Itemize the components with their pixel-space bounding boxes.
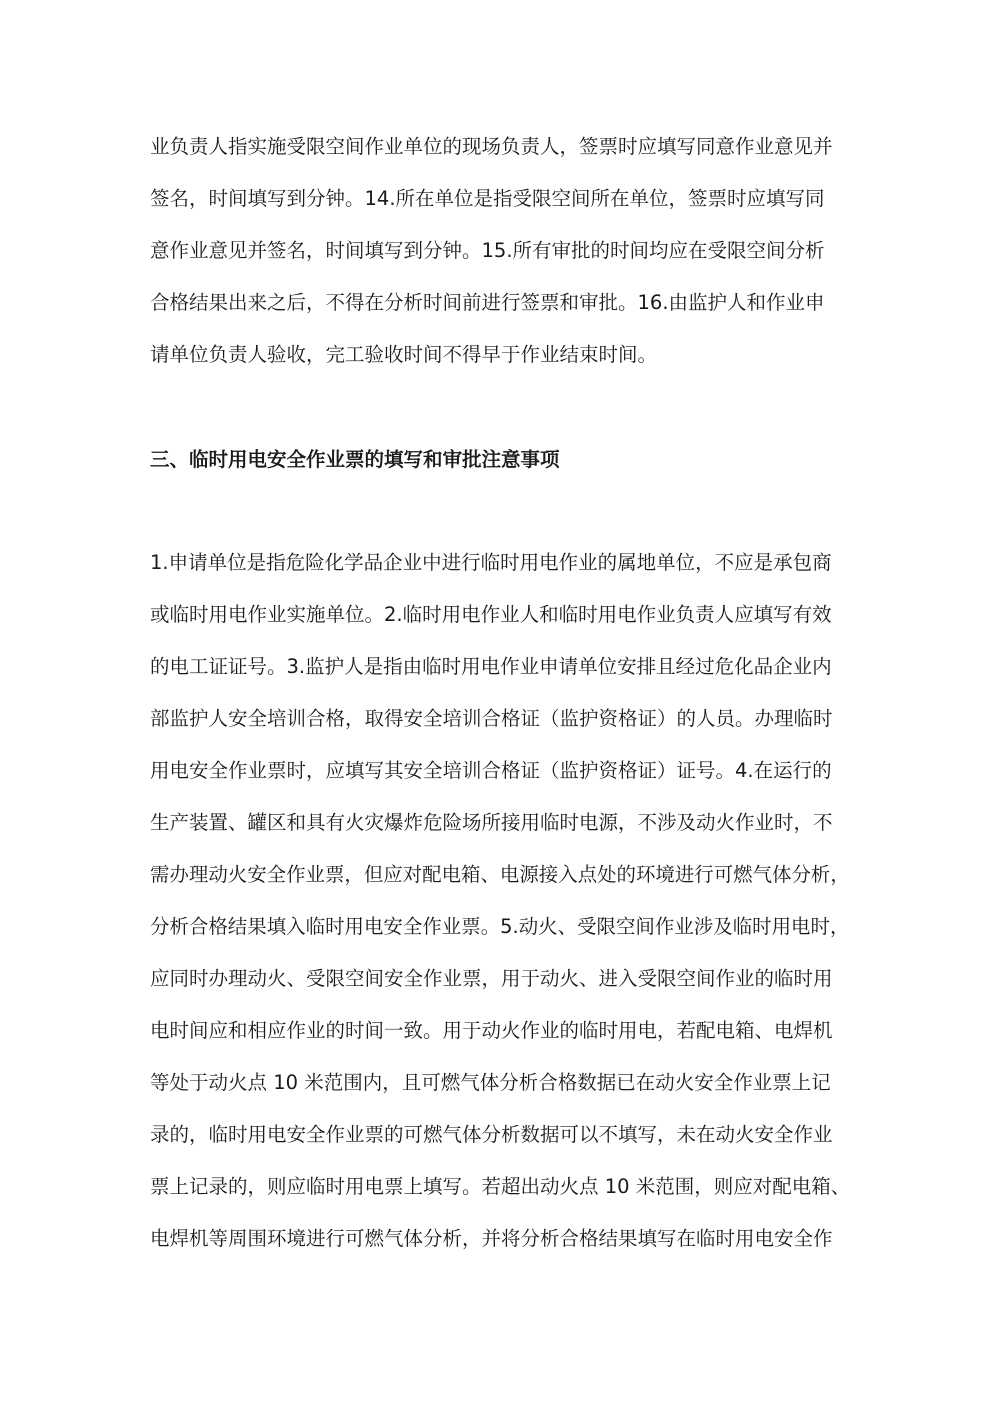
paragraph-line: 签名，时间填写到分钟。14.所在单位是指受限空间所在单位，签票时应填写同	[150, 187, 825, 210]
paragraph-line: 电焊机等周围环境进行可燃气体分析，并将分析合格结果填写在临时用电安全作	[150, 1227, 833, 1250]
paragraph-line: 需办理动火安全作业票，但应对配电箱、电源接入点处的环境进行可燃气体分析，	[150, 863, 850, 886]
paragraph-line: 电时间应和相应作业的时间一致。用于动火作业的临时用电，若配电箱、电焊机	[150, 1019, 833, 1042]
paragraph-line: 的电工证证号。3.监护人是指由临时用电作业申请单位安排且经过危化品企业内	[150, 655, 832, 678]
paragraph-line: 部监护人安全培训合格，取得安全培训合格证（监护资格证）的人员。办理临时	[150, 707, 833, 730]
section-heading: 三、临时用电安全作业票的填写和审批注意事项	[150, 448, 560, 471]
paragraph-line: 合格结果出来之后，不得在分析时间前进行签票和审批。16.由监护人和作业申	[150, 291, 825, 314]
paragraph-line: 业负责人指实施受限空间作业单位的现场负责人，签票时应填写同意作业意见并	[150, 135, 833, 158]
paragraph-line: 生产装置、罐区和具有火灾爆炸危险场所接用临时电源，不涉及动火作业时，不	[150, 811, 833, 834]
paragraph-line: 或临时用电作业实施单位。2.临时用电作业人和临时用电作业负责人应填写有效	[150, 603, 832, 626]
paragraph-line: 票上记录的，则应临时用电票上填写。若超出动火点 10 米范围，则应对配电箱、	[150, 1175, 851, 1198]
paragraph-line: 等处于动火点 10 米范围内，且可燃气体分析合格数据已在动火安全作业票上记	[150, 1071, 831, 1094]
paragraph-line: 应同时办理动火、受限空间安全作业票，用于动火、进入受限空间作业的临时用	[150, 967, 833, 990]
paragraph-line: 意作业意见并签名，时间填写到分钟。15.所有审批的时间均应在受限空间分析	[150, 239, 825, 262]
paragraph-line: 分析合格结果填入临时用电安全作业票。5.动火、受限空间作业涉及临时用电时，	[150, 915, 850, 938]
paragraph-line: 录的，临时用电安全作业票的可燃气体分析数据可以不填写，未在动火安全作业	[150, 1123, 833, 1146]
paragraph-line: 用电安全作业票时，应填写其安全培训合格证（监护资格证）证号。4.在运行的	[150, 759, 832, 782]
paragraph-line: 请单位负责人验收，完工验收时间不得早于作业结束时间。	[150, 343, 658, 366]
paragraph-line: 1.申请单位是指危险化学品企业中进行临时用电作业的属地单位，不应是承包商	[150, 551, 832, 574]
